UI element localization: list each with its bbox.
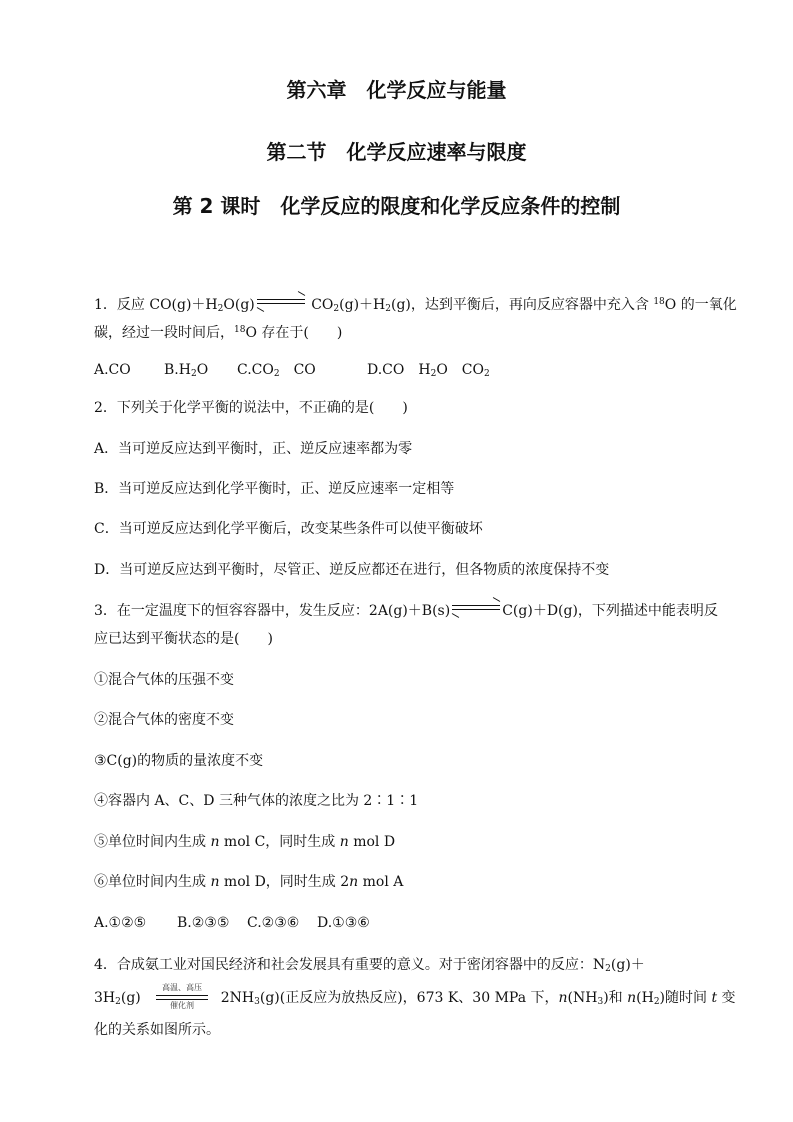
q1-option-b: $B.H_2O$ (164, 362, 209, 379)
q4-stem-line2: $3H_2(g)$ $2NH_3(g)$(正反应为放热反应)，673 K、30 MPa 下，$n(NH_3)$和 $n(H_2)$随时间 t 变 (94, 990, 736, 1007)
q3-option-a: A.①②⑤ (94, 915, 147, 931)
equilibrium-arrow-icon (452, 602, 500, 616)
equilibrium-arrow-icon (257, 296, 305, 310)
q3-option-c: C.②③⑥ (247, 915, 300, 931)
q1-option-d: D.CO $H_2O$ $CO_2$ (367, 362, 490, 379)
q2-option-a: A．当可逆反应达到平衡时，正、逆反应速率都为零 (94, 441, 413, 457)
q1-option-c: $C.CO_2$ CO (237, 362, 316, 379)
q4-stem-line3: 化的关系如图所示。 (94, 1022, 220, 1038)
q3-item-5: ⑤单位时间内生成 n mol C，同时生成 n mol D (94, 834, 396, 850)
q3-item-2: ②混合气体的密度不变 (94, 712, 234, 728)
chapter-title: 第六章 化学反应与能量 (286, 78, 507, 102)
q4-condition-top: 高温、高压 (162, 983, 202, 992)
q1-option-a: A.CO (94, 362, 131, 378)
section-title: 第二节 化学反应速率与限度 (266, 140, 527, 164)
q3-option-b: B.②③⑤ (177, 915, 230, 931)
q3-stem-line1: 3．在一定温度下的恒容容器中，发生反应：2A(g)＋B(s) C(g)＋D(g)，下列描述中能表明反 (94, 601, 718, 621)
q2-option-d: D．当可逆反应达到平衡时，尽管正、逆反应都还在进行，但各物质的浓度保持不变 (94, 562, 610, 578)
q2-stem: 2．下列关于化学平衡的说法中，不正确的是( ) (94, 400, 408, 416)
q3-stem-line2: 应已达到平衡状态的是( ) (94, 631, 273, 647)
q1-stem-line2: 碳，经过一段时间后，$^{18}$O 存在于( ) (94, 325, 343, 341)
q3-item-4: ④容器内 A、C、D 三种气体的浓度之比为 2∶1∶1 (94, 793, 419, 809)
q1-stem-line1: 1．反应 $CO(g)+H_2O(g)$ $CO_2(g)+H_2(g)$，达到平衡后，再向反应容器中充入含 $^{18}$O 的一氧化 (94, 292, 737, 319)
q3-item-3: ③C(g)的物质的量浓度不变 (94, 753, 264, 769)
q3-item-6: ⑥单位时间内生成 n mol D，同时生成 2n mol A (94, 874, 404, 890)
q4-stem-line1: 4．合成氨工业对国民经济和社会发展具有重要的意义。对于密闭容器中的反应：$N_2(g)+$ (94, 957, 645, 974)
lesson-title: 第 2 课时 化学反应的限度和化学反应条件的控制 (172, 194, 621, 218)
q4-condition-bottom: 催化剂 (170, 1001, 194, 1010)
q3-option-d: D.①③⑥ (317, 915, 370, 931)
q2-option-b: B．当可逆反应达到化学平衡时，正、逆反应速率一定相等 (94, 481, 455, 497)
q3-item-1: ①混合气体的压强不变 (94, 672, 234, 688)
q2-option-c: C．当可逆反应达到化学平衡后，改变某些条件可以使平衡破坏 (94, 521, 483, 537)
